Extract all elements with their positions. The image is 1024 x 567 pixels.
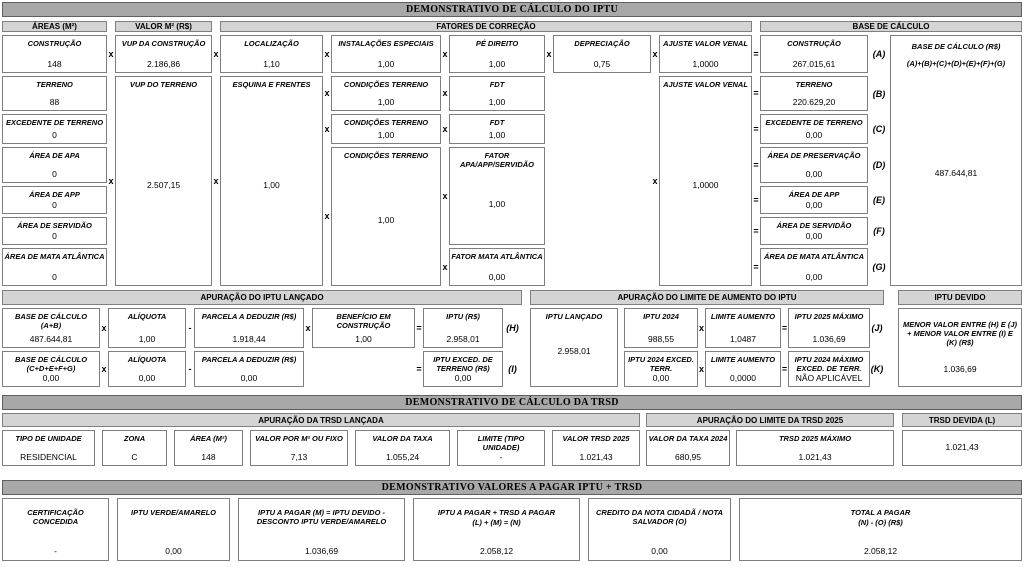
multiply-operators-f (651, 35, 659, 286)
equals-operator: = (753, 160, 759, 170)
multiply-operator: x (324, 49, 330, 59)
tag-k: (K) (870, 364, 884, 374)
iptu-trsd-a-pagar-n-cell: IPTU A PAGAR + TRSD A PAGAR (L) + (M) = (N) 2.058,12 (413, 498, 580, 561)
iptu-lancado-cell: IPTU LANÇADO 2.958,01 (530, 308, 618, 387)
area-app-cell: ÁREA DE APP 0 (2, 186, 107, 214)
multiply-operator: x (442, 124, 448, 134)
base-cdefg-cell: BASE DE CÁLCULO (C+D+E+F+G) 0,00 (2, 351, 100, 387)
base-row-d (760, 147, 890, 183)
multiply-operators-b (212, 35, 220, 286)
instalacoes-column (331, 35, 441, 286)
base-row-c (760, 114, 890, 144)
ajuste-venal-column (659, 35, 752, 286)
pe-direito-column (449, 35, 545, 286)
iptu-2025-maximo-cell: IPTU 2025 MÁXIMO 1.036,69 (788, 308, 870, 348)
iptu-2024-exced-cell: IPTU 2024 EXCED. TERR. 0,00 (624, 351, 698, 387)
base-row-g (760, 248, 890, 286)
tag-e: (E) (873, 195, 885, 205)
multiply-operator: x (698, 323, 704, 333)
depreciacao-column (553, 35, 651, 286)
multiply-operator: x (546, 49, 552, 59)
base-row-a (760, 35, 890, 73)
instalacoes-especiais-cell: INSTALAÇÕES ESPECIAIS 1,00 (331, 35, 441, 73)
multiply-operators-a (107, 35, 115, 286)
esquina-frentes-cell: ESQUINA E FRENTES 1,00 (220, 76, 323, 286)
iptu-2024-maximo-exced-cell: IPTU 2024 MÁXIMO EXCED. DE TERR. NÃO APLICÁVEL (788, 351, 870, 387)
ajuste-venal-cell-1: AJUSTE VALOR VENAL 1,0000 (659, 35, 752, 73)
tag-f: (F) (873, 226, 885, 236)
limite-aumento-cell-1: LIMITE AUMENTO 1,0487 (705, 308, 781, 348)
condicoes-terreno-cell-3: CONDIÇÕES TERRENO 1,00 (331, 147, 441, 286)
trsd-row (2, 413, 1022, 466)
iptu-exced-terreno-cell: IPTU EXCED. DE TERRENO (R$) 0,00 (423, 351, 503, 387)
trsd-limite-block (646, 413, 894, 466)
multiply-operator: x (108, 49, 114, 59)
multiply-operator: x (101, 323, 107, 333)
iptu-title: DEMONSTRATIVO DE CÁLCULO DO IPTU (405, 4, 618, 15)
base-servidao-cell: ÁREA DE SERVIDÃO 0,00 (760, 217, 868, 245)
base-row-b (760, 76, 890, 111)
limite-aumento-title: APURAÇÃO DO LIMITE DE AUMENTO DO IPTU (530, 290, 884, 305)
valor-m2-fixo-cell: VALOR POR M² OU FIXO 7,13 (250, 430, 348, 466)
tag-g: (G) (872, 262, 886, 272)
fator-apa-app-servidao-cell: FATOR APA/APP/SERVIDÃO 1,00 (449, 147, 545, 245)
ajuste-venal-cell-2: AJUSTE VALOR VENAL 1,0000 (659, 76, 752, 286)
trsd-limite-cells (646, 430, 894, 466)
tag-b: (B) (872, 88, 886, 99)
valor-trsd-2025-cell: VALOR TRSD 2025 1.021,43 (552, 430, 640, 466)
trsd-limite-title: APURAÇÃO DO LIMITE DA TRSD 2025 (646, 413, 894, 427)
multiply-operator: x (698, 364, 704, 374)
base-mata-atlantica-cell: ÁREA DE MATA ATLÂNTICA 0,00 (760, 248, 868, 286)
iptu-apuracao-row (2, 290, 1022, 387)
equals-operator: = (753, 226, 759, 236)
base-calculo-header: BASE DE CÁLCULO (760, 21, 1022, 32)
zona-cell: ZONA C (102, 430, 167, 466)
equals-operator: = (753, 195, 759, 205)
equals-operator: = (416, 323, 422, 333)
base-terreno-cell: TERRENO 220.629,20 (760, 76, 868, 111)
multiply-operators-e (545, 35, 553, 286)
equals-operator: = (753, 262, 759, 272)
multiply-operator: x (324, 124, 330, 134)
base-preservacao-cell: ÁREA DE PRESERVAÇÃO 0,00 (760, 147, 868, 183)
iptu-column-headers (2, 21, 1022, 32)
base-construcao-cell: CONSTRUÇÃO 267.015,61 (760, 35, 868, 73)
iptu-devido-label: MENOR VALOR ENTRE (H) E (J) + MENOR VALOR ENTRE (I) E (K) (R$) (902, 320, 1018, 348)
pe-direito-cell: PÉ DIREITO 1,00 (449, 35, 545, 73)
multiply-operator: x (442, 262, 448, 272)
multiply-operator: x (324, 211, 330, 221)
iptu-a-pagar-m-cell: IPTU A PAGAR (M) = IPTU DEVIDO - DESCONTO IPTU VERDE/AMARELO 1.036,69 (238, 498, 405, 561)
iptu-result-cell: IPTU (R$) 2.958,01 (423, 308, 503, 348)
parcela-deduzir-cell-1: PARCELA A DEDUZIR (R$) 1.918,44 (194, 308, 304, 348)
base-excedente-cell: EXCEDENTE DE TERRENO 0,00 (760, 114, 868, 144)
condicoes-terreno-cell-2: CONDIÇÕES TERRENO 1,00 (331, 114, 441, 144)
trsd-2025-maximo-cell: TRSD 2025 MÁXIMO 1.021,43 (736, 430, 894, 466)
total-a-pagar-cell: TOTAL A PAGAR (N) - (O) (R$) 2.058,12 (739, 498, 1022, 561)
limite-row-1 (624, 308, 884, 348)
condicoes-terreno-cell-1: CONDIÇÕES TERRENO 1,00 (331, 76, 441, 111)
tag-c: (C) (872, 124, 886, 134)
areas-column (2, 35, 107, 286)
trsd-devida-block (902, 413, 1022, 466)
base-row-e (760, 186, 890, 214)
tag-d: (D) (872, 160, 886, 170)
aliquota-cell-2: ALÍQUOTA 0,00 (108, 351, 186, 387)
certificacao-concedida-cell: CERTIFICAÇÃO CONCEDIDA - (2, 498, 109, 561)
iptu-title-bar (2, 2, 1022, 17)
equals-operators (752, 35, 760, 286)
limite-tipo-unidade-cell: LIMITE (TIPO UNIDADE) - (457, 430, 545, 466)
limite-row-2 (624, 351, 884, 387)
equals-operator: = (753, 124, 759, 134)
area-terreno-cell: TERRENO 88 (2, 76, 107, 111)
base-total-value: 487.644,81 (934, 167, 978, 178)
equals-operator: = (781, 323, 788, 333)
vup-terreno-cell: VUP DO TERRENO 2.507,15 (115, 76, 212, 286)
area-construcao-cell: CONSTRUÇÃO 148 (2, 35, 107, 73)
iptu-statement-page (2, 0, 1022, 561)
limite-content (530, 308, 884, 387)
iptu-2024-cell: IPTU 2024 988,55 (624, 308, 698, 348)
fator-mata-atlantica-cell: FATOR MATA ATLÂNTICA 0,00 (449, 248, 545, 286)
minus-operator: - (188, 364, 192, 374)
area-apa-cell: ÁREA DE APA 0 (2, 147, 107, 183)
lancado-row-1 (2, 308, 522, 348)
tag-i: (I) (508, 364, 517, 374)
multiply-operator: x (652, 176, 658, 186)
area-servidao-cell: ÁREA DE SERVIDÃO 0 (2, 217, 107, 245)
multiply-operator: x (442, 88, 448, 98)
trsd-area-cell: ÁREA (M²) 148 (174, 430, 243, 466)
multiply-operator: x (652, 49, 658, 59)
tag-h: (H) (506, 323, 519, 333)
limite-aumento-cell-2: LIMITE AUMENTO 0,0000 (705, 351, 781, 387)
iptu-devido-cell (898, 308, 1022, 387)
base-results-column (760, 35, 890, 286)
multiply-operator: x (324, 88, 330, 98)
apuracao-lancado-block (2, 290, 522, 387)
credito-nota-cidada-cell: CREDITO DA NOTA CIDADÃ / NOTA SALVADOR (O) 0,00 (588, 498, 731, 561)
valor-m2-column (115, 35, 212, 286)
multiply-operators-d (441, 35, 449, 286)
limite-rows (624, 308, 884, 387)
fdt-cell-2: FDT 1,00 (449, 114, 545, 144)
trsd-lancada-block (2, 413, 640, 466)
tag-j: (J) (871, 323, 883, 333)
base-row-f (760, 217, 890, 245)
pagar-title-bar (2, 480, 1022, 495)
iptu-verde-amarelo-cell: IPTU VERDE/AMARELO 0,00 (117, 498, 230, 561)
base-ab-cell: BASE DE CÁLCULO (A+B) 487.644,81 (2, 308, 100, 348)
iptu-factor-grid (2, 35, 1022, 286)
beneficio-construcao-cell: BENEFÍCIO EM CONSTRUÇÃO 1,00 (312, 308, 415, 348)
parcela-deduzir-cell-2: PARCELA A DEDUZIR (R$) 0,00 (194, 351, 304, 387)
valor-m2-header: VALOR M² (R$) (115, 21, 212, 32)
trsd-devida-value: 1.021,43 (945, 442, 979, 453)
equals-operator: = (753, 49, 759, 59)
iptu-devido-value: 1.036,69 (943, 364, 977, 375)
limite-aumento-block (530, 290, 884, 387)
trsd-title: DEMONSTRATIVO DE CÁLCULO DA TRSD (405, 397, 619, 408)
iptu-devido-title: IPTU DEVIDO (898, 290, 1022, 305)
valor-taxa-cell: VALOR DA TAXA 1.055,24 (355, 430, 450, 466)
trsd-devida-title: TRSD DEVIDA (L) (902, 413, 1022, 427)
vup-construcao-cell: VUP DA CONSTRUÇÃO 2.186,86 (115, 35, 212, 73)
multiply-operator: x (108, 176, 114, 186)
trsd-lancada-title: APURAÇÃO DA TRSD LANÇADA (2, 413, 640, 427)
base-app-cell: ÁREA DE APP 0,00 (760, 186, 868, 214)
pagar-row (2, 498, 1022, 561)
equals-operator: = (753, 88, 759, 98)
multiply-operator: x (305, 323, 311, 333)
aliquota-cell-1: ALÍQUOTA 1,00 (108, 308, 186, 348)
iptu-devido-block (898, 290, 1022, 387)
pagar-title: DEMONSTRATIVO VALORES A PAGAR IPTU + TRSD (381, 482, 643, 493)
area-excedente-cell: EXCEDENTE DE TERRENO 0 (2, 114, 107, 144)
trsd-lancada-cells (2, 430, 640, 466)
equals-operator: = (416, 364, 422, 374)
trsd-title-bar (2, 395, 1022, 410)
tipo-unidade-cell: TIPO DE UNIDADE RESIDENCIAL (2, 430, 95, 466)
beneficio-placeholder (312, 351, 415, 387)
fatores-header: FATORES DE CORREÇÃO (220, 21, 752, 32)
depreciacao-cell: DEPRECIAÇÃO 0,75 (553, 35, 651, 73)
equals-operator: = (781, 364, 788, 374)
localizacao-column (220, 35, 323, 286)
multiply-operators-c (323, 35, 331, 286)
fdt-cell-1: FDT 1,00 (449, 76, 545, 111)
apuracao-lancado-title: APURAÇÃO DO IPTU LANÇADO (2, 290, 522, 305)
multiply-operator: x (213, 49, 219, 59)
multiply-operator: x (101, 364, 107, 374)
lancado-row-2 (2, 351, 522, 387)
base-total-cell (890, 35, 1022, 286)
multiply-operator: x (442, 49, 448, 59)
area-mata-atlantica-cell: ÁREA DE MATA ATLÂNTICA 0 (2, 248, 107, 286)
multiply-operator: x (213, 176, 219, 186)
localizacao-cell: LOCALIZAÇÃO 1,10 (220, 35, 323, 73)
tag-a: (A) (872, 49, 886, 59)
areas-header: ÁREAS (M²) (2, 21, 107, 32)
valor-taxa-2024-cell: VALOR DA TAXA 2024 680,95 (646, 430, 730, 466)
base-total-formula: (A)+(B)+(C)+(D)+(E)+(F)+(G) (906, 59, 1006, 68)
multiply-operator: x (442, 191, 448, 201)
base-total-label: BASE DE CÁLCULO (R$) (911, 42, 1001, 51)
minus-operator: - (188, 323, 192, 333)
trsd-devida-cell (902, 430, 1022, 466)
